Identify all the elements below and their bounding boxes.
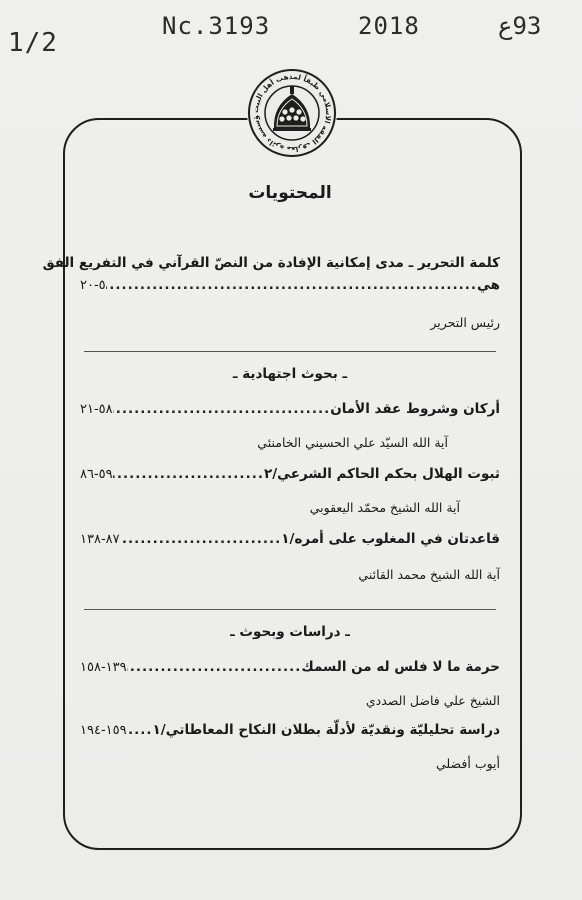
section-divider (84, 609, 496, 610)
institute-seal-icon (247, 68, 337, 158)
dot-leader (106, 274, 477, 296)
entry-title: أركان وشروط عقد الأمان (330, 401, 500, 417)
entry-title: قاعدتان في المغلوب على أمره/١ (281, 531, 500, 547)
toc-entry (80, 398, 500, 453)
entry-author: رئيس التحرير (430, 315, 500, 330)
toc-entry (80, 656, 500, 711)
handwritten-catalog-code: Nc.3193 (162, 12, 271, 40)
section-heading: ـ بحوث اجتهادية ـ (232, 366, 348, 382)
table-of-contents (42, 180, 500, 774)
page-range: ٥-٢٠ (80, 278, 106, 293)
toc-entry (80, 528, 500, 585)
institute-seal (247, 68, 337, 158)
toc-entry (80, 463, 500, 518)
entry-author: آية الله الشيخ محمّد اليعقوبي (309, 500, 460, 515)
page-range: ٨٧-١٣٨ (80, 532, 120, 547)
entry-author: أيوب أفضلي (436, 756, 500, 771)
page-range: ٥٨-٢١ (80, 402, 113, 417)
handwritten-issue-number: 93ع (498, 12, 542, 40)
entry-title: ثبوت الهلال بحكم الحاكم الشرعي/٢ (263, 466, 500, 482)
dot-leader (120, 528, 282, 550)
dot-leader (127, 656, 302, 678)
svg-text:مؤسسة دائرة معارف الفقه الاسلا: ؤسسة دائرة معارف الفقه الاسلامي طبقاً لمذهب أهل البيت (250, 71, 334, 155)
handwritten-year: 2018 (358, 12, 420, 40)
dot-leader (113, 463, 264, 485)
entry-title: دراسة تحليليّة ونقديّة لأدلّة بطلان النكاح المعاطاتي/١ (152, 722, 500, 738)
entry-title: كلمة التحرير ـ مدى إمكانية الإفادة من النصّ القرآني في التفريع الفق (42, 255, 500, 271)
entry-leader-line (80, 274, 500, 297)
entry-title: حرمة ما لا فلس له من السمك (301, 659, 500, 675)
handwritten-volume-mark: 1/2 (8, 28, 58, 58)
entry-author: آية الله الشيخ محمد القائني (358, 567, 500, 582)
editorial-entry (42, 252, 500, 333)
entry-author: آية الله السيّد علي الحسيني الخامنئي (257, 435, 448, 450)
page-range: ٥٩-٨٦ (80, 467, 113, 482)
toc-entry (80, 719, 500, 774)
page-title: المحتويات (248, 183, 332, 203)
section-divider (84, 351, 496, 352)
entry-author: الشيخ علي فاضل الصددي (365, 693, 500, 708)
section-heading: ـ دراسات وبحوث ـ (230, 624, 350, 640)
page-range: ١٣٩-١٥٨ (80, 660, 127, 675)
page-range: ١٥٩-١٩٤ (80, 723, 127, 738)
dot-leader (127, 719, 153, 741)
entry-title-continuation: هي (476, 277, 500, 293)
dot-leader (113, 398, 331, 420)
